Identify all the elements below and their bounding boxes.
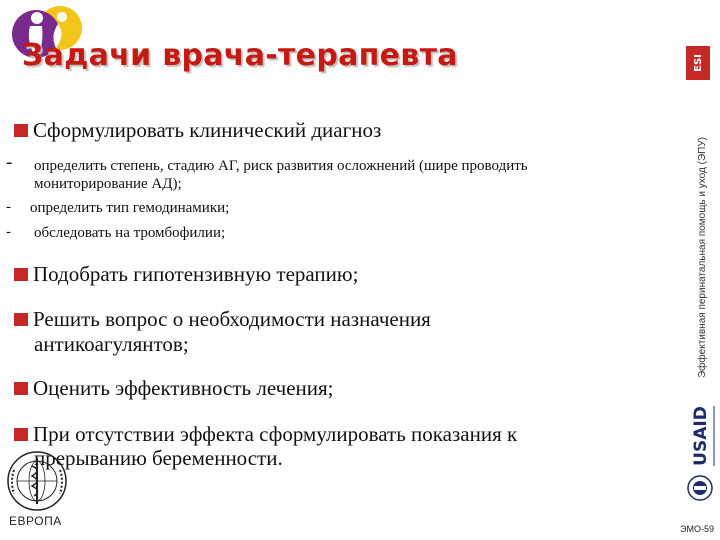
bullet-square-icon <box>14 382 28 395</box>
sub-item: определить тип гемодинамики; <box>30 200 230 216</box>
bullet-square-icon <box>14 268 28 281</box>
bullet-continuation: антикоагулянтов; <box>34 332 189 356</box>
bullet-continuation: прерыванию беременности. <box>34 446 283 470</box>
who-europe-label: ЕВРОПА <box>9 514 62 528</box>
dash-marker: - <box>6 152 13 173</box>
bullet-square-icon <box>14 428 28 441</box>
bullet-text: Оценить эффективность лечения; <box>33 376 334 400</box>
sub-item: определить степень, стадию АГ, риск развития осложнений (шире проводить <box>34 158 528 174</box>
bullet-item <box>14 262 358 287</box>
dash-marker: - <box>6 224 11 240</box>
slide-code: ЭМО-59 <box>680 524 714 534</box>
side-caption: Эффективная перинатальная помощь и уход (ЭПУ) <box>697 136 708 378</box>
bullet-item <box>14 422 517 447</box>
bullet-text: При отсутствии эффекта сформулировать показания к <box>33 422 518 446</box>
esi-badge-text: ЕЅІ <box>693 54 704 72</box>
bullet-item <box>14 307 431 332</box>
bullet-square-icon <box>14 124 28 137</box>
bullet-text: Подобрать гипотензивную терапию; <box>33 262 359 286</box>
usaid-text: USAID <box>691 406 711 466</box>
dash-marker: - <box>6 199 11 215</box>
sub-item: обследовать на тромбофилии; <box>34 225 226 241</box>
bullet-text: Решить вопрос о необходимости назначения <box>33 307 431 331</box>
bullet-square-icon <box>14 313 28 326</box>
bullet-item <box>14 376 333 401</box>
slide-title: Задачи врача-терапевта <box>22 38 458 73</box>
bullet-item <box>14 118 381 143</box>
sub-item: мониторирование АД); <box>34 176 182 192</box>
usaid-logo <box>683 400 719 508</box>
bullet-text: Сформулировать клинический диагноз <box>33 118 382 142</box>
esi-badge <box>686 46 710 80</box>
who-emblem-icon <box>4 448 70 514</box>
